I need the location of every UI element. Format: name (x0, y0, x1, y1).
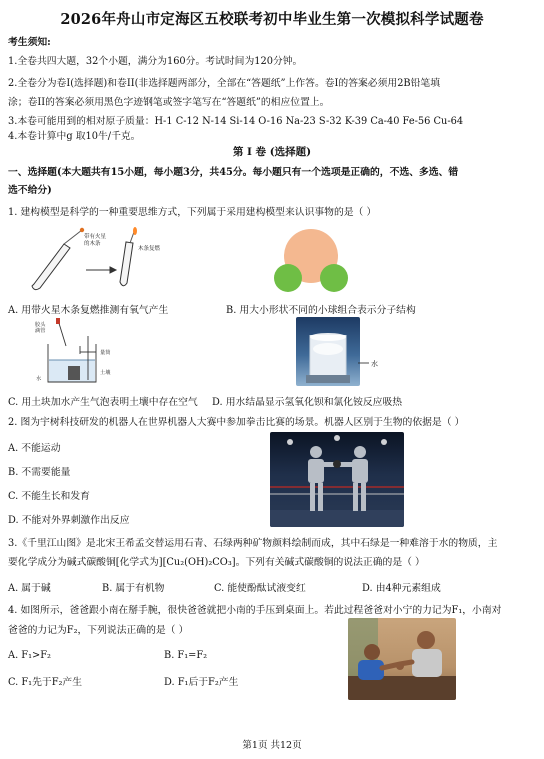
q3-option-d[interactable]: D. 由4种元素组成 (362, 583, 441, 594)
q4-arm-wrestling-photo (348, 618, 456, 700)
notice-title: 考生须知: (8, 37, 51, 48)
notice-line-1: 1.全卷共四大题，32个小题，满分为160分。考试时间为120分钟。 (8, 56, 303, 67)
q1-option-d[interactable]: D. 用水结晶显示氢氧化钡和氯化铵反应吸热 (212, 397, 403, 408)
q2-option-b[interactable]: B. 不需要能量 (8, 467, 71, 478)
q2-option-a[interactable]: A. 不能运动 (8, 443, 61, 454)
q1-figure-c (18, 316, 128, 386)
q2-robot-boxing-photo (270, 432, 404, 527)
fig-c-label-5: 土壤 (100, 370, 111, 376)
q2-option-c[interactable]: C. 不能生长和发育 (8, 491, 90, 502)
fig-c-label-4: 水 (36, 376, 42, 382)
fig-a-label-2: 的木条 (84, 241, 101, 247)
q1-figure-a (20, 226, 170, 294)
q1-option-c[interactable]: C. 用土块加水产生气泡表明土壤中存在空气 (8, 397, 198, 408)
notice-line-2: 2.全卷分为卷I(选择题)和卷II(非选择题两部分，全部在“答题纸”上作答。卷I的答案必须用2B铅笔填 (8, 78, 441, 89)
q1-figure-d-pointer (358, 358, 382, 368)
q4-stem-line-1: 4. 如图所示，爸爸跟小南在掰手腕，很快爸爸就把小南的手压到桌面上。若此过程爸爸对小宁的力记为F₁，小南对 (8, 605, 502, 616)
q4-option-c[interactable]: C. F₁先于F₂产生 (8, 677, 83, 688)
q4-option-b[interactable]: B. F₁=F₂ (164, 650, 208, 661)
q1-figure-d-photo (296, 317, 360, 386)
exam-title: 2026年舟山市定海区五校联考初中毕业生第一次模拟科学试题卷 (60, 11, 484, 28)
q3-stem-line-1: 3.《千里江山图》是北宋王希孟交替运用石青、石绿两种矿物颜料绘制而成，其中石绿是一种难溶于水的物质，主 (8, 538, 498, 549)
q3-option-a[interactable]: A. 属于碱 (8, 583, 51, 594)
fig-a-label-1: 带有火星 (84, 234, 107, 240)
fig-c-label-3: 量筒 (100, 350, 111, 356)
page-footer: 第1页 共12页 (242, 740, 302, 751)
q4-option-d[interactable]: D. F₁后于F₂产生 (164, 677, 239, 688)
q1-option-a[interactable]: A. 用带火星木条复燃推测有氧气产生 (8, 305, 169, 316)
notice-line-3: 涂；卷II的答案必须用黑色字迹钢笔或签字笔写在“答题纸”的相应位置上。 (8, 97, 330, 108)
fig-a-label-3: 木条复燃 (138, 246, 161, 252)
q1-figure-b (272, 226, 350, 296)
q3-option-b[interactable]: B. 属于有机物 (102, 583, 165, 594)
section-title: 第 I 卷 (选择题) (232, 146, 312, 158)
part1-header-line-1: 一、选择题(本大题共有15小题，每小题3分，共45分。每小题只有一个选项是正确的，不选、多选、错 (8, 167, 459, 178)
notice-line-4: 3.本卷可能用到的相对原子质量：H-1 C-12 N-14 Si-14 O-16 Na-23 S-32 K-39 Ca-40 Fe-56 Cu-64 (8, 116, 464, 127)
q2-stem: 2. 图为宇树科技研发的机器人在世界机器人大赛中参加拳击比赛的场景。机器人区别于生物的依据是（ ） (8, 417, 465, 428)
q1-option-b[interactable]: B. 用大小形状不同的小球组合表示分子结构 (226, 305, 416, 316)
q3-stem-line-2: 要化学成分为碱式碳酸铜[化学式为][Cu₂(OH)₂CO₃]。下列有关碱式碳酸铜的说法正确的是（ ） (8, 557, 425, 568)
q1-stem: 1. 建构模型是科学的一种重要思维方式，下列属于采用建构模型来认识事物的是（ ） (8, 207, 377, 218)
q3-option-c[interactable]: C. 能使酚酞试液变红 (214, 583, 306, 594)
q4-option-a[interactable]: A. F₁>F₂ (8, 650, 51, 661)
q2-option-d[interactable]: D. 不能对外界刺激作出反应 (8, 515, 130, 526)
fig-d-label: 水 (371, 360, 378, 368)
q4-stem-line-2: 爸爸的力记为F₂，下列说法正确的是（ ） (8, 625, 189, 636)
fig-c-label-2: 滴管 (35, 328, 46, 334)
part1-header-line-2: 选不给分) (8, 185, 52, 196)
notice-line-5: 4.本卷计算中g 取10牛/千克。 (8, 131, 141, 142)
fig-c-label-1: 胶头 (35, 322, 46, 328)
